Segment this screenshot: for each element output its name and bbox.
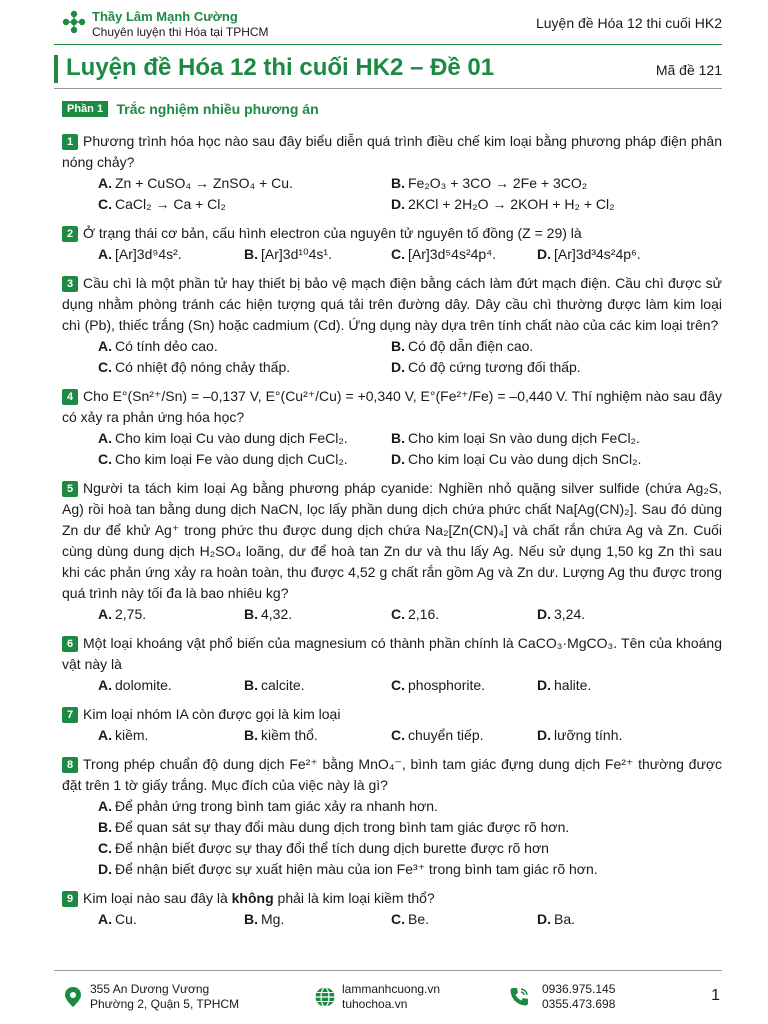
answer-option [98,428,391,449]
footer-divider [54,970,722,971]
answer-option [98,675,244,696]
answer-option [391,725,537,746]
option-text: Cho kim loại Cu vào dung dịch FeCl₂. [115,430,348,446]
option-letter: A. [98,430,112,446]
question-1 [62,131,722,215]
answer-option [244,909,391,930]
question-number-badge: 8 [62,757,78,773]
option-text: Có độ cứng tương đối thấp. [408,359,581,375]
question-stem [62,131,722,173]
question-number-badge: 9 [62,891,78,907]
option-text: lưỡng tính. [554,727,623,743]
brand-logo-icon [62,10,86,34]
answer-option [391,604,537,625]
answer-options [98,604,722,625]
option-letter: B. [391,430,405,446]
option-text: [Ar]3d³4s²4p⁶. [554,246,641,262]
question-stem [62,386,722,428]
question-text: Trong phép chuẩn độ dung dịch Fe²⁺ bằng MnO₄⁻, bình tam giác đựng dung dịch Fe²⁺ thường được đặt trên 1 tờ giấy trắng. Mục đích của việc này là gì? [62,756,722,793]
question-stem [62,704,722,725]
answer-option [391,244,537,265]
answer-option [98,357,391,378]
option-letter: D. [537,246,551,262]
phone-icon [508,986,530,1008]
answer-option [537,604,687,625]
question-8 [62,754,722,880]
option-text: [Ar]3d¹⁰4s¹. [261,246,332,262]
option-letter: C. [391,911,405,927]
option-text: Có độ dẫn điện cao. [408,338,534,354]
question-text: Kim loại nhóm IA còn được gọi là kim loại [83,706,341,722]
option-text: Cho kim loại Cu vào dung dịch SnCl₂. [408,451,642,467]
option-letter: C. [98,359,112,375]
answer-options [98,909,722,930]
option-letter: D. [537,606,551,622]
question-6 [62,633,722,696]
option-letter: D. [391,196,405,212]
answer-option [98,859,722,880]
question-text: Phương trình hóa học nào sau đây biểu diễn quá trình điều chế kim loại bằng phương pháp điện phân nóng chảy? [62,133,722,170]
option-letter: C. [391,727,405,743]
brand-tagline: Chuyên luyện thi Hóa tại TPHCM [92,25,269,39]
option-letter: D. [391,451,405,467]
option-letter: B. [244,727,258,743]
website-link-1[interactable]: lammanhcuong.vn [342,982,441,996]
question-text: Cầu chì là một phần tử hay thiết bị bảo vệ mạch điện bằng cách làm đứt mạch điện. Cầu chì được sử dụng nhằm phòng tránh các hiện tượng quá tải trên đường dây. Dây cầu chì thường được làm kim loại chì (Pb), thiếc trắng (Sn) hoặc cadmium (Cd). Ứng dụng này dựa trên tính chất nào của các kim loại trên? [62,275,722,333]
answer-options [98,796,722,880]
title-bar [54,52,722,86]
option-letter: D. [391,359,405,375]
question-number-badge: 7 [62,707,78,723]
option-text: Zn + CuSO₄ → ZnSO₄ + Cu. [115,175,293,191]
option-letter: B. [98,819,112,835]
option-letter: D. [537,911,551,927]
question-text: Một loại khoáng vật phổ biến của magnesium có thành phần chính là CaCO₃·MgCO₃. Tên của khoáng vật này là [62,635,722,672]
option-text: 4,32. [261,606,293,622]
option-letter: C. [391,246,405,262]
option-letter: C. [98,840,112,856]
phone-numbers [542,982,615,1012]
option-letter: A. [98,911,112,927]
answer-option [244,604,391,625]
question-stem [62,633,722,675]
exam-code: Mã đề 121 [655,62,722,78]
answer-option [244,244,391,265]
question-3 [62,273,722,378]
question-number-badge: 3 [62,276,78,292]
question-2 [62,223,722,265]
answer-option [244,725,391,746]
question-text-part: không [231,890,274,906]
answer-option [391,173,691,194]
option-text: kiềm thổ. [261,727,318,743]
header-title: Luyện đề Hóa 12 thi cuối HK2 [535,15,722,31]
question-5 [62,478,722,625]
page-header [0,0,768,44]
answer-option [98,817,722,838]
websites [342,982,440,1012]
question-text: Người ta tách kim loại Ag bằng phương pháp cyanide: Nghiền nhỏ quặng silver sulfide (chứa Ag₂S, Ag) rồi hoà tan bằng dung dịch NaCN, lọc lấy phần dung dịch chứa phức chất Na[Ag(CN)₂]. Sau đó dùng Zn dư để khử Ag⁺ trong phức thu được dung dịch chứa Na₂[Zn(CN)₄] và chất rắn chứa Ag và Zn. Cuối cùng dùng dung dịch H₂SO₄ loãng, dư để hoà tan Zn dư và thu lấy Ag. Nếu sử dụng 1,50 kg Zn thì sau khi các phản ứng xảy ra hoàn toàn, thu được 4,52 g chất rắn gồm Ag và Zn dư. Lượng Ag thu được trong quá trình này tối đa là bao nhiêu kg? [62,480,722,601]
answer-option [537,675,687,696]
brand-name: Thầy Lâm Mạnh Cường [92,9,238,24]
answer-option [537,909,687,930]
option-letter: C. [391,606,405,622]
header-divider [54,44,722,45]
option-letter: A. [98,175,112,191]
option-text: kiềm. [115,727,149,743]
option-text: Cu. [115,911,137,927]
option-letter: B. [391,175,405,191]
question-text: Ở trạng thái cơ bản, cấu hình electron của nguyên tử nguyên tố đồng (Z = 29) là [83,225,582,241]
option-letter: B. [391,338,405,354]
option-text: 2,16. [408,606,440,622]
answer-option [391,357,691,378]
location-pin-icon [62,986,84,1008]
option-text: chuyển tiếp. [408,727,484,743]
option-text: 2KCl + 2H₂O → 2KOH + H₂ + Cl₂ [408,196,615,212]
option-text: halite. [554,677,592,693]
option-text: [Ar]3d⁹4s². [115,246,182,262]
phone-number-2[interactable]: 0355.473.698 [542,997,616,1011]
question-number-badge: 1 [62,134,78,150]
answer-option [98,725,244,746]
question-text: Cho E°(Sn²⁺/Sn) = –0,137 V, E°(Cu²⁺/Cu) = +0,340 V, E°(Fe²⁺/Fe) = –0,440 V. Thí nghiệm nào sau đây có xảy ra phản ứng hóa học? [62,388,722,425]
answer-option [98,336,391,357]
answer-options [98,336,722,378]
option-letter: C. [98,451,112,467]
option-letter: B. [244,246,258,262]
question-7 [62,704,722,746]
question-list [62,131,722,938]
option-text: dolomite. [115,677,172,693]
page-footer [0,976,768,1024]
answer-options [98,428,722,470]
option-text: Mg. [261,911,285,927]
part-heading [62,100,319,118]
option-letter: B. [244,606,258,622]
option-letter: B. [244,677,258,693]
part-title: Trắc nghiệm nhiều phương án [116,100,319,117]
option-text: Để quan sát sự thay đổi màu dung dịch trong bình tam giác được rõ hơn. [115,819,570,835]
option-text: Cho kim loại Fe vào dung dịch CuCl₂. [115,451,348,467]
option-text: Để phản ứng trong bình tam giác xảy ra nhanh hơn. [115,798,438,814]
title-accent-bar [54,55,58,83]
phone-number-1[interactable]: 0936.975.145 [542,982,616,996]
option-letter: D. [537,677,551,693]
option-text: 3,24. [554,606,586,622]
question-4 [62,386,722,470]
question-stem [62,273,722,336]
answer-option [537,244,687,265]
option-text: 2,75. [115,606,147,622]
option-text: phosphorite. [408,677,486,693]
page-number: 1 [711,987,720,1004]
question-stem [62,223,722,244]
answer-option [98,173,391,194]
option-text: Có tính dẻo cao. [115,338,218,354]
option-letter: D. [98,861,112,877]
answer-option [391,194,691,215]
question-9 [62,888,722,930]
question-number-badge: 6 [62,636,78,652]
option-letter: A. [98,606,112,622]
answer-option [98,194,391,215]
answer-option [391,449,691,470]
option-text: calcite. [261,677,305,693]
answer-options [98,675,722,696]
question-number-badge: 2 [62,226,78,242]
answer-options [98,725,722,746]
website-link-2[interactable]: tuhochoa.vn [342,997,408,1011]
option-letter: C. [98,196,112,212]
question-stem [62,478,722,604]
question-stem [62,888,722,909]
address-line-1: 355 An Dương Vương [90,982,210,996]
option-text: Có nhiệt độ nóng chảy thấp. [115,359,291,375]
option-text: Để nhận biết được sự thay đổi thể tích dung dịch burette được rõ hơn [115,840,549,856]
option-letter: A. [98,246,112,262]
option-text: Ba. [554,911,576,927]
question-number-badge: 4 [62,389,78,405]
part-badge: Phần 1 [62,101,108,117]
globe-icon [314,986,336,1008]
answer-option [391,428,691,449]
question-number-badge: 5 [62,481,78,497]
page-title: Luyện đề Hóa 12 thi cuối HK2 – Đề 01 [66,54,495,81]
answer-options [98,244,722,265]
option-text: Fe₂O₃ + 3CO → 2Fe + 3CO₂ [408,175,588,191]
answer-option [98,449,391,470]
option-text: CaCl₂ → Ca + Cl₂ [115,196,226,212]
option-letter: C. [391,677,405,693]
question-text-part: Kim loại nào sau đây là [83,890,232,906]
option-letter: A. [98,338,112,354]
answer-option [98,244,244,265]
answer-option [98,838,722,859]
option-text: Để nhận biết được sự xuất hiện màu của ion Fe³⁺ trong bình tam giác rõ hơn. [115,861,598,877]
question-stem [62,754,722,796]
answer-option [391,675,537,696]
answer-option [98,604,244,625]
answer-option [98,909,244,930]
answer-option [98,796,722,817]
option-text: [Ar]3d⁵4s²4p⁴. [408,246,497,262]
answer-option [391,909,537,930]
option-letter: B. [244,911,258,927]
option-text: Cho kim loại Sn vào dung dịch FeCl₂. [408,430,640,446]
answer-options [98,173,722,215]
option-text: Be. [408,911,430,927]
title-divider [54,88,722,89]
option-letter: A. [98,798,112,814]
option-letter: D. [537,727,551,743]
address-line-2: Phường 2, Quận 5, TPHCM [90,997,240,1011]
address [90,982,239,1012]
answer-option [391,336,691,357]
answer-option [244,675,391,696]
option-letter: A. [98,727,112,743]
answer-option [537,725,687,746]
question-text-part: phải là kim loại kiềm thổ? [273,890,435,906]
option-letter: A. [98,677,112,693]
